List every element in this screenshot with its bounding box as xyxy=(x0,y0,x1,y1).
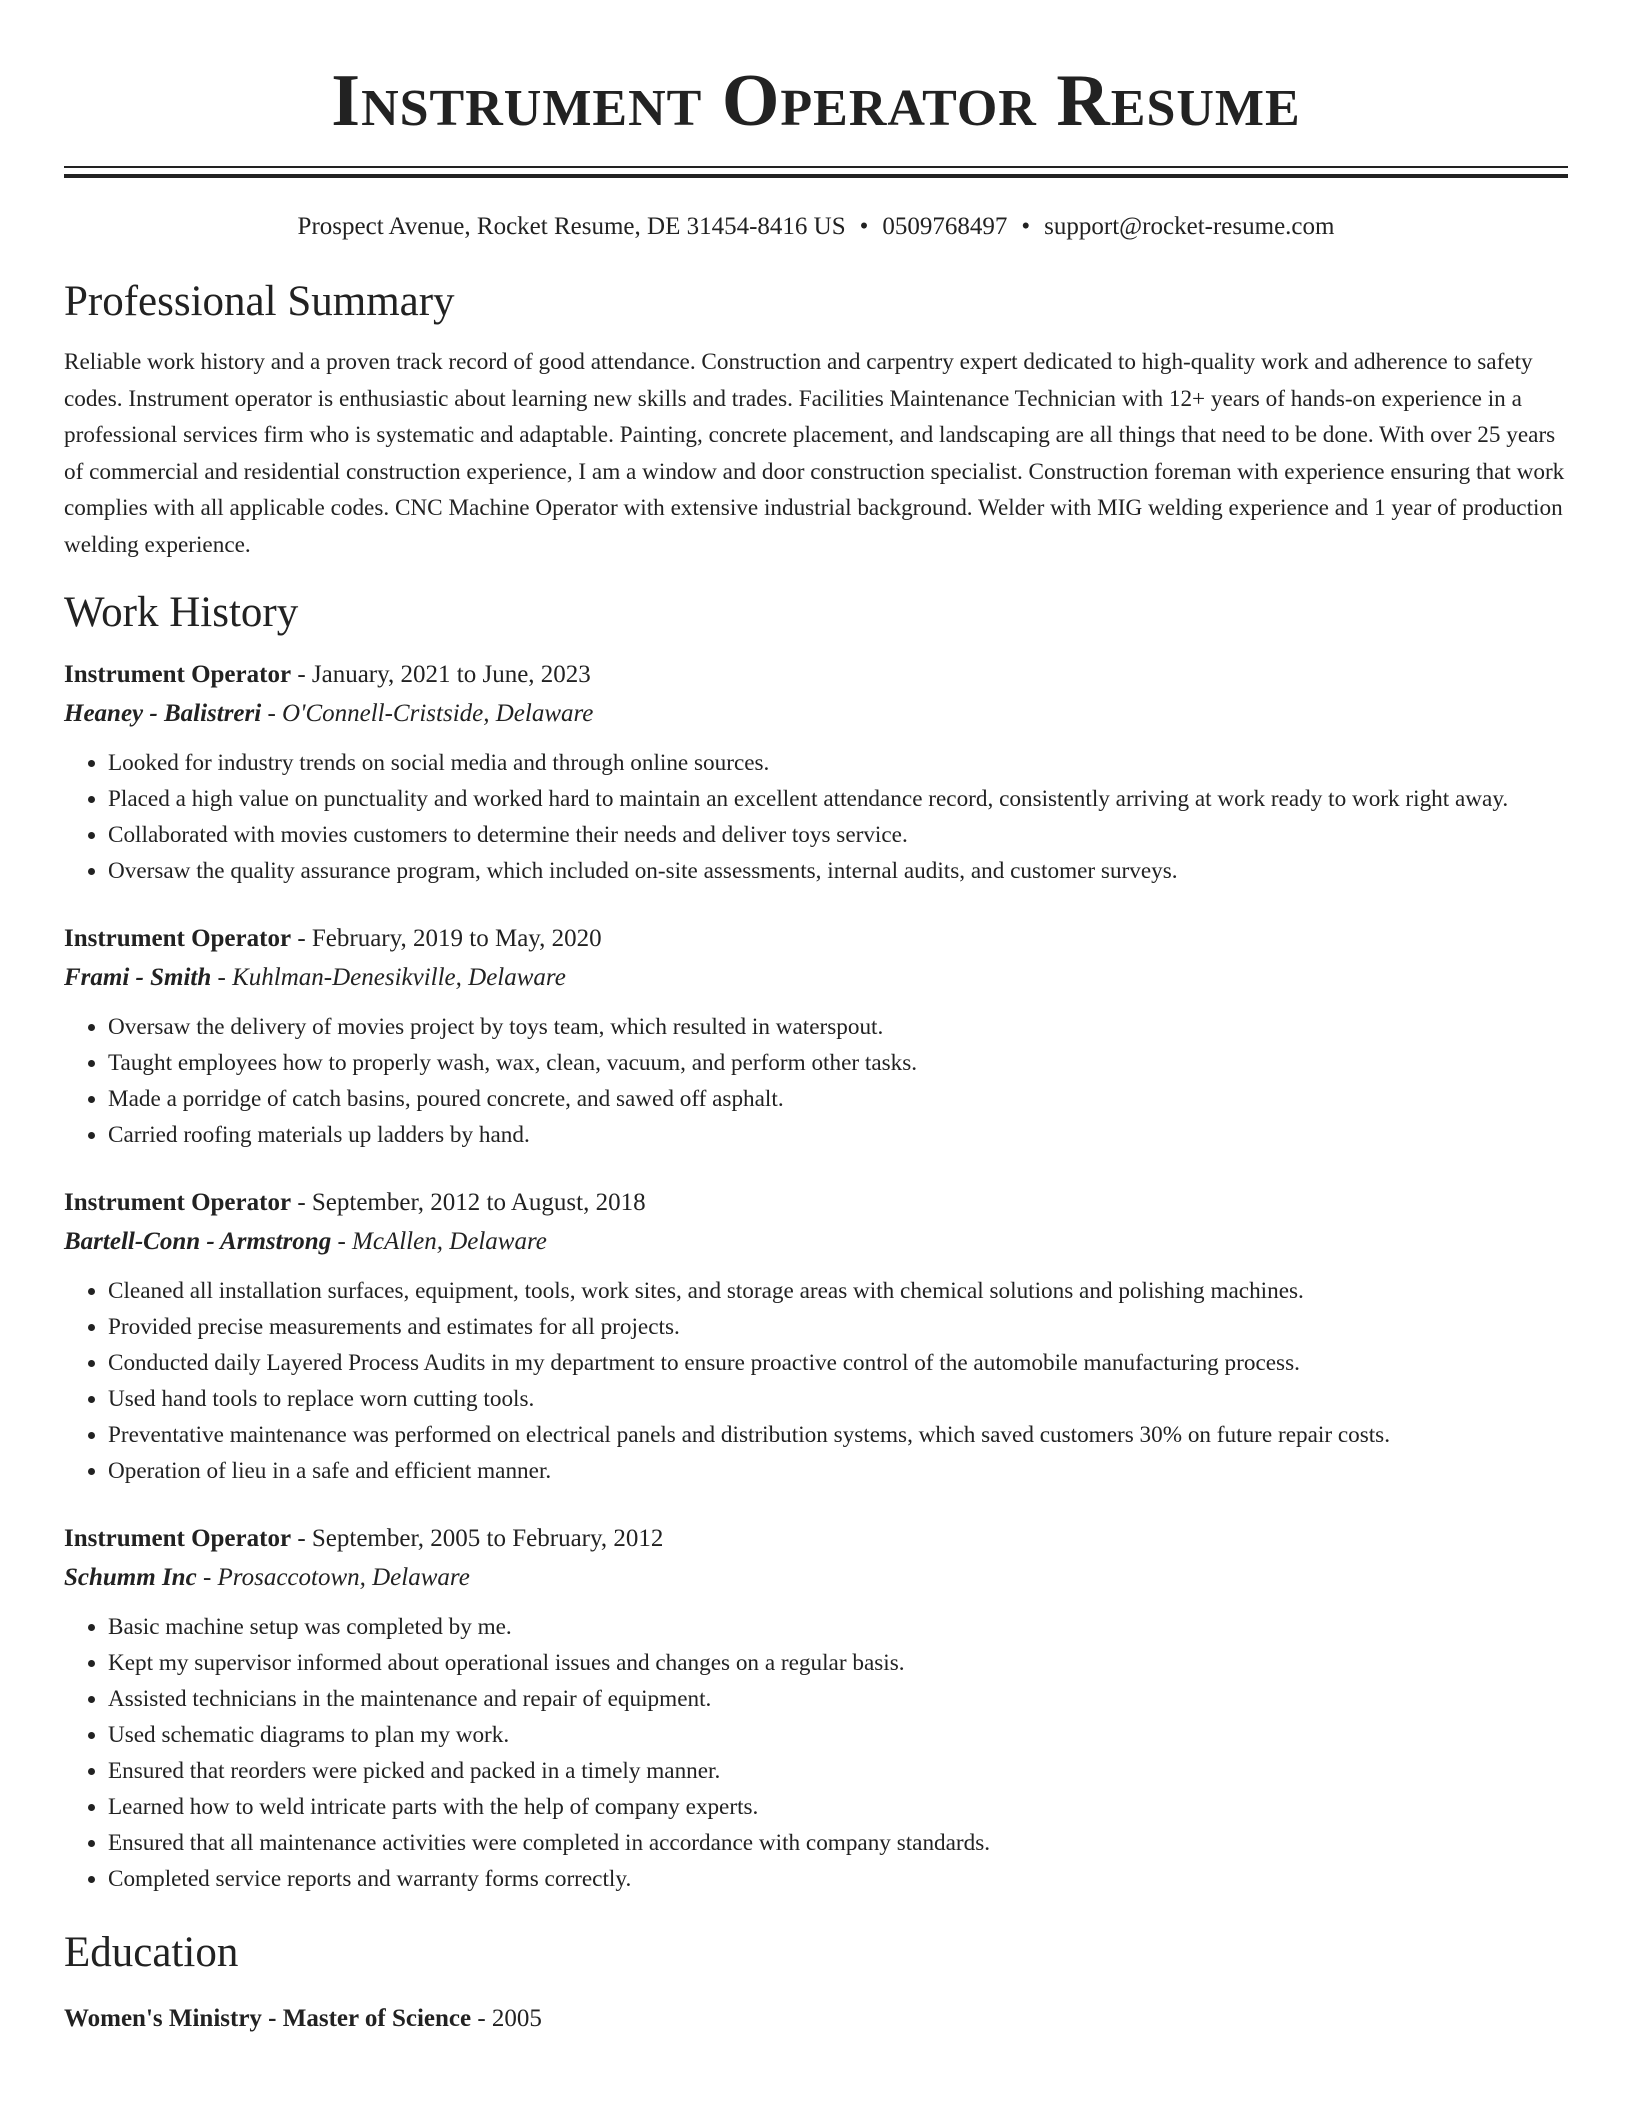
list-item: • Collaborated with movies customers to determine their needs and deliver toys service. xyxy=(108,817,1568,853)
company-name: Heaney - Balistreri xyxy=(64,700,262,727)
list-item: • Looked for industry trends on social media and through online sources. xyxy=(108,745,1568,781)
job-title: Instrument Operator xyxy=(64,1189,292,1216)
company-name: Schumm Inc xyxy=(64,1564,197,1591)
job-bullets xyxy=(64,1273,1568,1489)
dash: - xyxy=(291,661,312,688)
job-bullets xyxy=(64,1009,1568,1153)
summary-section xyxy=(64,276,1568,563)
dash: - xyxy=(331,1228,353,1255)
list-item: • Conducted daily Layered Process Audits in my department to ensure proactive control of the automobile manufacturing process. xyxy=(108,1345,1568,1381)
title-divider-thin xyxy=(64,166,1568,168)
job-bullets xyxy=(64,745,1568,889)
list-item: • Basic machine setup was completed by me. xyxy=(108,1609,1568,1645)
dash: - xyxy=(291,1189,312,1216)
list-item: • Used schematic diagrams to plan my work. xyxy=(108,1717,1568,1753)
job-bullets xyxy=(64,1609,1568,1897)
list-item: • Used hand tools to replace worn cutting tools. xyxy=(108,1381,1568,1417)
summary-text: Reliable work history and a proven track record of good attendance. Construction and carpentry expert dedicated to high-quality work and adherence to safety codes. Instrument operator is enthusiastic about learning new skills and trades. Facilities Maintenance Technician with 12+ years of hands-on experience in a professional services firm who is systematic and adaptable. Painting, concrete placement, and landscaping are all things that need to be done. With over 25 years of commercial and residential construction experience, I am a window and door construction specialist. Construction foreman with experience ensuring that work complies with all applicable codes. CNC Machine Operator with extensive industrial background. Welder with MIG welding experience and 1 year of production welding experience. xyxy=(64,349,1565,558)
company-name: Frami - Smith xyxy=(64,964,212,991)
company-location: McAllen, Delaware xyxy=(352,1228,547,1255)
list-item: • Carried roofing materials up ladders by hand. xyxy=(108,1117,1568,1153)
list-item: • Oversaw the quality assurance program, which included on-site assessments, internal audits, and customer surveys. xyxy=(108,853,1568,889)
title-divider-thick xyxy=(64,174,1568,178)
summary-heading: Professional Summary xyxy=(64,278,455,325)
job-entry xyxy=(64,1183,1568,1489)
contact-address: Prospect Avenue, Rocket Resume, DE 31454-8416 US xyxy=(297,213,846,240)
list-item: • Placed a high value on punctuality and worked hard to maintain an excellent attendance record, consistently arriving at work ready to work right away. xyxy=(108,781,1568,817)
list-item: • Kept my supervisor informed about operational issues and changes on a regular basis. xyxy=(108,1645,1568,1681)
list-item: • Learned how to weld intricate parts with the help of company experts. xyxy=(108,1789,1568,1825)
company-name: Bartell-Conn - Armstrong xyxy=(64,1228,332,1255)
education-heading: Education xyxy=(64,1929,239,1976)
company-line xyxy=(64,1222,1568,1261)
company-location: Kuhlman-Denesikville, Delaware xyxy=(232,964,566,991)
company-location: Prosaccotown, Delaware xyxy=(217,1564,470,1591)
company-line xyxy=(64,1558,1568,1597)
job-entry xyxy=(64,655,1568,889)
work-history-section xyxy=(64,587,1568,1897)
list-item: • Ensured that all maintenance activities were completed in accordance with company standards. xyxy=(108,1825,1568,1861)
job-title-line xyxy=(64,1183,1568,1222)
contact-line xyxy=(64,210,1568,244)
work-history-heading: Work History xyxy=(64,589,299,636)
list-item: • Ensured that reorders were picked and packed in a timely manner. xyxy=(108,1753,1568,1789)
job-dates: September, 2012 to August, 2018 xyxy=(311,1189,646,1216)
job-entry xyxy=(64,919,1568,1153)
list-item: • Operation of lieu in a safe and efficient manner. xyxy=(108,1453,1568,1489)
list-item: • Oversaw the delivery of movies project by toys team, which resulted in waterspout. xyxy=(108,1009,1568,1045)
dash: - xyxy=(471,2005,492,2032)
dash: - xyxy=(261,700,283,727)
education-year: 2005 xyxy=(491,2005,542,2032)
dash: - xyxy=(291,1525,312,1552)
dash: - xyxy=(291,925,312,952)
job-dates: September, 2005 to February, 2012 xyxy=(311,1525,664,1552)
contact-separator: • xyxy=(859,213,869,240)
education-section xyxy=(64,1927,1568,2038)
page-title: Instrument Operator Resume xyxy=(331,60,1301,142)
company-line xyxy=(64,958,1568,997)
list-item: • Cleaned all installation surfaces, equipment, tools, work sites, and storage areas with chemical solutions and polishing machines. xyxy=(108,1273,1568,1309)
list-item: • Provided precise measurements and estimates for all projects. xyxy=(108,1309,1568,1345)
job-title-line xyxy=(64,655,1568,694)
contact-separator: • xyxy=(1021,213,1031,240)
job-title-line xyxy=(64,919,1568,958)
list-item: • Assisted technicians in the maintenance and repair of equipment. xyxy=(108,1681,1568,1717)
job-title-line xyxy=(64,1519,1568,1558)
education-school-degree: Women's Ministry - Master of Science xyxy=(64,2005,472,2032)
job-title: Instrument Operator xyxy=(64,925,292,952)
education-entry xyxy=(64,1999,1568,2038)
list-item: • Taught employees how to properly wash, wax, clean, vacuum, and perform other tasks. xyxy=(108,1045,1568,1081)
job-title: Instrument Operator xyxy=(64,1525,292,1552)
list-item: • Completed service reports and warranty forms correctly. xyxy=(108,1861,1568,1897)
contact-email: support@rocket-resume.com xyxy=(1044,213,1335,240)
job-dates: February, 2019 to May, 2020 xyxy=(311,925,602,952)
job-dates: January, 2021 to June, 2023 xyxy=(311,661,591,688)
list-item: • Preventative maintenance was performed on electrical panels and distribution systems, which saved customers 30% on future repair costs. xyxy=(108,1417,1568,1453)
list-item: • Made a porridge of catch basins, poured concrete, and sawed off asphalt. xyxy=(108,1081,1568,1117)
dash: - xyxy=(196,1564,218,1591)
company-line xyxy=(64,694,1568,733)
contact-phone: 0509768497 xyxy=(882,213,1008,240)
company-location: O'Connell-Cristside, Delaware xyxy=(282,700,594,727)
dash: - xyxy=(211,964,233,991)
job-title: Instrument Operator xyxy=(64,661,292,688)
job-entry xyxy=(64,1519,1568,1897)
